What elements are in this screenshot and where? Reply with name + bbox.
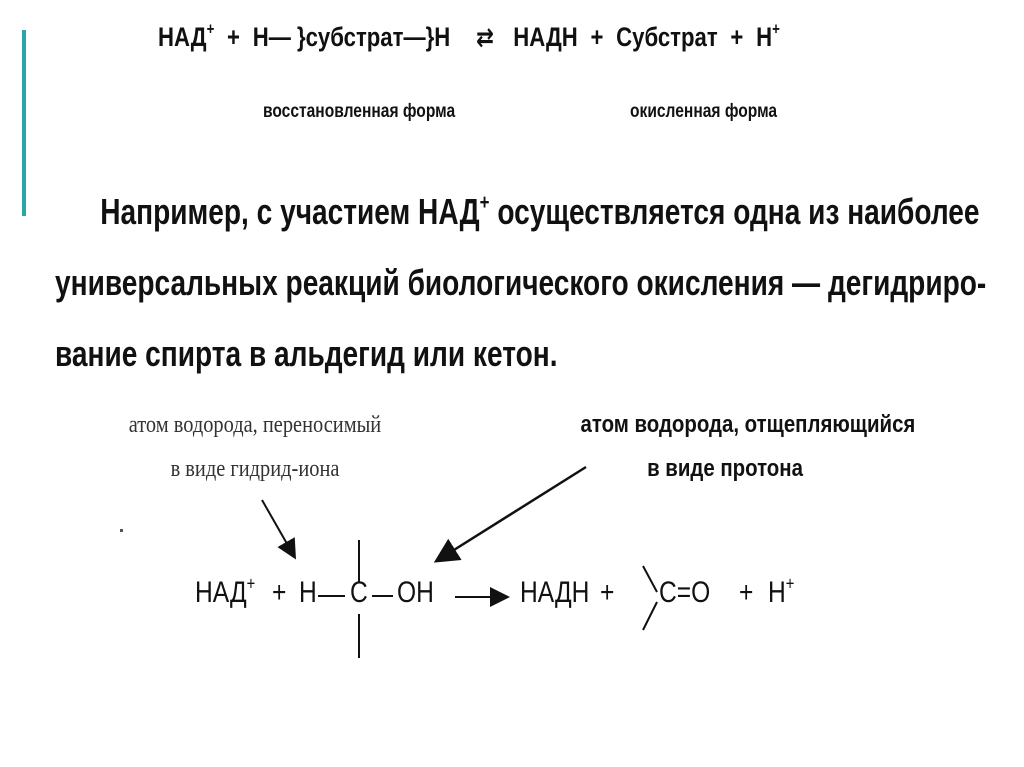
proton-arrow-icon [438,467,586,560]
reaction-h: H [299,576,317,609]
hydride-annotation: атом водорода, переносимый в виде гидрид-иона [128,412,382,482]
carbonyl-lower-bond [643,602,657,630]
reaction-carbon: C [350,576,368,609]
plus-op: + [590,22,604,52]
reaction-oh: OH [397,576,434,609]
carbonyl-upper-bond [643,566,657,592]
oxidized-form-label: окисленная форма [630,101,778,122]
equilibrium-arrow-icon: ⇄ [476,22,494,52]
reaction-nadh: НАДН [520,576,590,609]
plus-op: + [227,22,240,52]
paragraph-line-2: универсальных реакций биологического окисления — дегидриро- [55,262,987,303]
reaction-plus: + [600,576,615,609]
reduced-substrate: H— }субстрат—}H [252,22,451,52]
proton-annotation: атом водорода, отщепляющийся в виде протона [580,411,916,482]
reaction-h-plus: H+ [768,573,795,609]
hydride-arrow-icon [262,500,294,556]
nad-plus: НАД [158,22,207,52]
reaction-nad: НАД+ [195,573,256,609]
paragraph-line-1: Например, с участием НАД+ осуществляется одна из наиболее [100,188,980,232]
reaction-plus: + [272,576,287,609]
oxidized-substrate: Субстрат [616,22,718,52]
h-plus: H [756,22,773,52]
reaction-carbonyl: C=O [659,576,711,609]
paragraph-line-3: вание спирта в альдегид или кетон. [55,333,558,374]
reduced-form-label: восстановленная форма [263,101,456,122]
plus-op: + [730,22,744,52]
top-equation: НАД+ + H— }субстрат—}H ⇄ НАДН + Субстрат + H+ [158,20,780,52]
reaction-plus: + [739,576,754,609]
nadh: НАДН [513,22,578,52]
